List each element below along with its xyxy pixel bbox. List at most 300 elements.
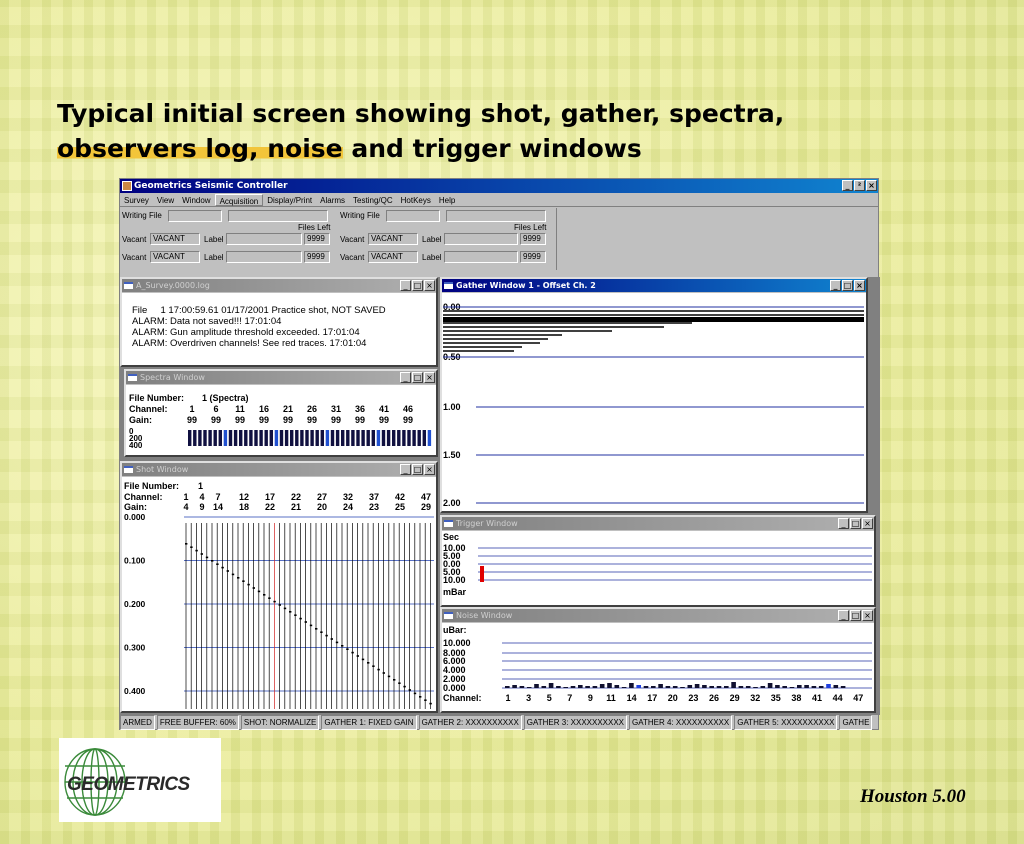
log-window-titlebar[interactable] xyxy=(122,279,436,292)
shot-gain-value: 18 xyxy=(238,502,250,512)
shot-first-break xyxy=(367,662,369,664)
menu-view[interactable]: View xyxy=(156,196,175,205)
noise-bar xyxy=(673,686,678,688)
maximize-button[interactable]: □ xyxy=(413,281,422,290)
spectra-bar xyxy=(244,430,247,446)
status-gather-2: GATHER 2: XXXXXXXXXX xyxy=(419,715,522,730)
files-left-field: 9999 xyxy=(520,233,546,245)
shot-first-break xyxy=(409,689,411,691)
noise-bar xyxy=(688,685,693,688)
noise-amplitude-label: 2.000 xyxy=(443,674,466,684)
shot-time-label: 0.300 xyxy=(124,642,146,653)
noise-bar xyxy=(644,686,649,688)
shot-first-break xyxy=(299,618,301,620)
app-icon xyxy=(122,181,132,191)
shot-first-break xyxy=(216,563,218,565)
log-line: ALARM: Gun amplitude threshold exceeded. 17:01:04 xyxy=(132,327,360,338)
spectra-gain-value: 99 xyxy=(306,415,318,425)
spectra-channel-number: 11 xyxy=(235,404,245,414)
noise-bar xyxy=(826,684,831,688)
noise-bar xyxy=(680,687,685,688)
shot-first-break xyxy=(424,699,426,701)
spectra-bar xyxy=(285,430,288,446)
spectra-bar xyxy=(254,430,257,446)
spectra-gain-value: 99 xyxy=(186,415,198,425)
slide-title xyxy=(57,96,957,166)
noise-bar xyxy=(607,683,612,688)
noise-bar xyxy=(746,686,751,688)
log-line: ALARM: Data not saved!!! 17:01:04 xyxy=(132,316,282,327)
status-gather-5: GATHER 5: XXXXXXXXXX xyxy=(734,715,837,730)
noise-bar xyxy=(615,685,620,688)
writing-file-label: Writing File xyxy=(122,211,162,220)
noise-window-titlebar[interactable] xyxy=(442,609,874,622)
vacant-field[interactable]: VACANT xyxy=(368,251,418,263)
gather-window-icon xyxy=(444,282,453,289)
noise-bar xyxy=(534,684,539,688)
noise-bar xyxy=(571,686,576,688)
shot-first-break xyxy=(341,645,343,647)
footer-text: Houston 5.00 xyxy=(860,786,966,807)
menu-bar xyxy=(120,194,878,207)
spectra-channel-number: 26 xyxy=(306,404,318,414)
spectra-bar xyxy=(280,430,283,446)
slide-title-line1: Typical initial screen showing shot, gather, spectra, xyxy=(57,99,785,128)
label-label: Label xyxy=(422,253,442,262)
spectra-window-title: Spectra Window xyxy=(140,373,205,382)
menu-help[interactable]: Help xyxy=(438,196,456,205)
minimize-button[interactable]: _ xyxy=(400,280,411,291)
gather-window xyxy=(440,277,868,513)
shot-gain-value: 20 xyxy=(316,502,328,512)
status-gather-3: GATHER 3: XXXXXXXXXX xyxy=(524,715,627,730)
shot-first-break xyxy=(190,546,192,548)
close-button[interactable]: × xyxy=(424,372,435,383)
spectra-bar xyxy=(351,430,354,446)
spectra-bar xyxy=(265,430,268,446)
gather-time-label: 1.00 xyxy=(443,402,461,412)
shot-window-icon xyxy=(124,466,133,473)
shot-channel-number: 7 xyxy=(215,492,221,502)
shot-first-break xyxy=(403,686,405,688)
noise-bar xyxy=(724,686,729,688)
menu-hotkeys[interactable]: HotKeys xyxy=(400,196,431,205)
spectra-bar xyxy=(407,430,410,446)
minimize-button[interactable]: _ xyxy=(400,464,411,475)
vacant-field[interactable]: VACANT xyxy=(150,233,200,245)
status-gather-6: GATHE xyxy=(839,715,872,730)
noise-bar xyxy=(782,686,787,688)
shot-first-break xyxy=(232,574,234,576)
spectra-bar xyxy=(305,430,308,446)
spectra-bar xyxy=(188,430,191,446)
shot-first-break xyxy=(185,543,187,545)
close-button[interactable]: × xyxy=(866,180,877,191)
noise-channel-number: 32 xyxy=(750,693,761,703)
spectra-bar xyxy=(336,430,339,446)
shot-first-break xyxy=(263,594,265,596)
gather-window-titlebar[interactable] xyxy=(442,279,866,292)
spectra-channel-number: 41 xyxy=(378,404,390,414)
gather-window-title: Gather Window 1 - Offset Ch. 2 xyxy=(456,281,596,290)
shot-gain-value: 21 xyxy=(290,502,302,512)
noise-channel-number: 14 xyxy=(626,693,637,703)
noise-bar xyxy=(636,685,641,688)
spectra-gain-value: 99 xyxy=(210,415,222,425)
maximize-button[interactable]: □ xyxy=(851,519,860,528)
app-title: Geometrics Seismic Controller xyxy=(134,181,288,191)
close-button[interactable]: × xyxy=(862,518,873,529)
vacant-label: Vacant xyxy=(122,235,147,244)
shot-first-break xyxy=(310,625,312,627)
noise-channel-number: 47 xyxy=(853,693,864,703)
noise-bar xyxy=(753,687,758,688)
menu-testing-qc[interactable]: Testing/QC xyxy=(353,196,393,205)
trigger-amplitude-label: 5.00 xyxy=(443,551,461,561)
shot-file-number-label: File Number: xyxy=(124,481,180,491)
noise-bar xyxy=(709,686,714,688)
recording-status-panel xyxy=(120,208,880,278)
noise-window-icon xyxy=(444,612,453,619)
shot-first-break xyxy=(206,557,208,559)
noise-bar xyxy=(819,686,824,688)
noise-bar xyxy=(812,686,817,688)
noise-window-title: Noise Window xyxy=(456,611,513,620)
trigger-window-titlebar[interactable] xyxy=(442,517,874,530)
spectra-gain-value: 99 xyxy=(234,415,246,425)
shot-gain-value: 29 xyxy=(420,502,432,512)
noise-channel-number: 29 xyxy=(729,693,740,703)
status-bar xyxy=(120,715,880,730)
status-gather-4: GATHER 4: XXXXXXXXXX xyxy=(629,715,732,730)
spectra-axis-label: 400 xyxy=(129,441,143,450)
shot-channel-label: Channel: xyxy=(124,492,163,502)
noise-amplitude-label: 0.000 xyxy=(443,683,466,693)
maximize-button[interactable]: □ xyxy=(851,611,860,620)
noise-bar xyxy=(651,686,656,688)
noise-bar xyxy=(563,687,568,688)
spectra-bar xyxy=(219,430,222,446)
spectra-channel-number: 31 xyxy=(330,404,342,414)
noise-bar xyxy=(841,686,846,688)
status-shot: SHOT: NORMALIZE xyxy=(241,715,319,730)
maximize-button[interactable]: □ xyxy=(843,281,852,290)
shot-first-break xyxy=(227,570,229,572)
gather-plot xyxy=(442,293,866,511)
noise-bar xyxy=(542,686,547,688)
trigger-window-icon xyxy=(444,520,453,527)
noise-channel-number: 11 xyxy=(606,693,616,703)
spectra-bar xyxy=(331,430,334,446)
spectra-bar xyxy=(361,430,364,446)
spectra-bar xyxy=(198,430,201,446)
spectra-gain-value: 99 xyxy=(402,415,414,425)
spectra-bar xyxy=(214,430,217,446)
panel-divider xyxy=(556,208,557,270)
spectra-bar xyxy=(382,430,385,446)
shot-first-break xyxy=(279,604,281,606)
noise-bar xyxy=(578,685,583,688)
noise-bar xyxy=(658,684,663,688)
trigger-unit-bottom: mBar xyxy=(443,587,467,597)
shot-first-break xyxy=(351,652,353,654)
gather-time-label: 1.50 xyxy=(443,450,461,460)
shot-first-break xyxy=(398,682,400,684)
shot-gain-value: 25 xyxy=(394,502,406,512)
spectra-bar xyxy=(275,430,278,446)
trigger-amplitude-label: 10.00 xyxy=(443,575,466,585)
spectra-gain-value: 99 xyxy=(354,415,366,425)
label-label: Label xyxy=(422,235,442,244)
shot-first-break xyxy=(320,631,322,633)
spectra-bar xyxy=(270,430,273,446)
shot-gain-label: Gain: xyxy=(124,502,148,512)
noise-channel-number: 9 xyxy=(587,693,593,703)
noise-channel-number: 20 xyxy=(667,693,678,703)
noise-channel-number: 5 xyxy=(546,693,552,703)
status-free-buffer: FREE BUFFER: 60% xyxy=(157,715,239,730)
noise-channel-number: 1 xyxy=(505,693,511,703)
spectra-bar xyxy=(316,430,319,446)
mdi-workspace xyxy=(120,277,880,715)
spectra-bar xyxy=(377,430,380,446)
shot-plot xyxy=(122,477,436,711)
maximize-button[interactable]: ² xyxy=(854,180,865,191)
shot-first-break xyxy=(273,601,275,603)
logo-text: GEOMETRICS xyxy=(67,774,190,795)
shot-first-break xyxy=(258,591,260,593)
shot-channel-number: 47 xyxy=(420,492,432,502)
spectra-channel-number: 36 xyxy=(354,404,366,414)
label-field[interactable] xyxy=(444,233,518,245)
spectra-channel-number: 46 xyxy=(402,404,414,414)
seismic-controller-window xyxy=(119,178,879,730)
noise-bar xyxy=(702,685,707,688)
spectra-bar xyxy=(259,430,262,446)
spectra-bar xyxy=(356,430,359,446)
noise-channel-number: 35 xyxy=(770,693,781,703)
spectra-bar xyxy=(346,430,349,446)
spectra-window xyxy=(124,369,438,457)
spectra-bar xyxy=(367,430,370,446)
noise-bar xyxy=(739,686,744,688)
files-left-field: 9999 xyxy=(304,233,330,245)
status-gather-1: GATHER 1: FIXED GAIN xyxy=(321,715,416,730)
spectra-bar xyxy=(387,430,390,446)
writing-file-name-field[interactable] xyxy=(446,210,546,222)
spectra-gain-value: 99 xyxy=(378,415,390,425)
noise-amplitude-label: 8.000 xyxy=(443,648,466,658)
spectra-bar xyxy=(208,430,211,446)
shot-window xyxy=(120,461,438,713)
shot-channel-number: 17 xyxy=(264,492,276,502)
trigger-amplitude-label: 5.00 xyxy=(443,567,461,577)
log-window xyxy=(120,277,438,367)
spectra-gain-value: 99 xyxy=(282,415,294,425)
noise-bar xyxy=(629,683,634,688)
spectra-bar xyxy=(229,430,232,446)
vacant-label: Vacant xyxy=(340,253,365,262)
shot-first-break xyxy=(377,669,379,671)
shot-channel-number: 42 xyxy=(394,492,406,502)
shot-first-break xyxy=(315,628,317,630)
shot-gain-value: 23 xyxy=(368,502,380,512)
shot-channel-number: 12 xyxy=(238,492,250,502)
spectra-window-icon xyxy=(128,374,137,381)
shot-first-break xyxy=(211,560,213,562)
noise-channel-number: 3 xyxy=(526,693,532,703)
spectra-bar xyxy=(326,430,329,446)
gather-time-label: 2.00 xyxy=(443,498,461,508)
noise-bar xyxy=(775,685,780,688)
shot-gain-value: 22 xyxy=(264,502,276,512)
noise-bar xyxy=(512,685,517,688)
maximize-button[interactable]: □ xyxy=(413,373,422,382)
log-window-icon xyxy=(124,282,133,289)
shot-gain-value: 4 xyxy=(183,502,189,512)
noise-unit-label: uBar: xyxy=(443,625,467,635)
spectra-file-number-label: File Number: xyxy=(129,393,185,403)
label-label: Label xyxy=(204,235,224,244)
noise-amplitude-label: 10.000 xyxy=(443,638,471,648)
vacant-field[interactable]: VACANT xyxy=(150,251,200,263)
minimize-button[interactable]: _ xyxy=(830,280,841,291)
noise-window xyxy=(440,607,876,713)
noise-bar xyxy=(600,684,605,688)
menu-window[interactable]: Window xyxy=(182,196,211,205)
close-button[interactable]: × xyxy=(862,610,873,621)
noise-amplitude-label: 4.000 xyxy=(443,665,466,675)
shot-first-break xyxy=(388,676,390,678)
spectra-window-titlebar[interactable] xyxy=(126,371,436,384)
spectra-bar xyxy=(224,430,227,446)
shot-first-break xyxy=(237,577,239,579)
shot-first-break xyxy=(331,638,333,640)
shot-first-break xyxy=(247,584,249,586)
noise-channel-number: 17 xyxy=(647,693,658,703)
spectra-bar xyxy=(295,430,298,446)
noise-bar xyxy=(790,687,795,688)
noise-bar xyxy=(520,686,525,688)
noise-channel-number: 44 xyxy=(832,693,843,703)
spectra-bar xyxy=(418,430,421,446)
shot-time-label: 0.200 xyxy=(124,599,146,609)
noise-bar xyxy=(768,683,773,688)
minimize-button[interactable]: _ xyxy=(400,372,411,383)
shot-window-titlebar[interactable] xyxy=(122,463,436,476)
label-field[interactable] xyxy=(226,233,302,245)
shot-first-break xyxy=(201,553,203,555)
menu-acquisition[interactable]: Acquisition xyxy=(215,194,264,206)
noise-bar xyxy=(666,686,671,688)
spectra-channel-number: 16 xyxy=(258,404,270,414)
noise-bar xyxy=(556,686,561,688)
minimize-button[interactable]: _ xyxy=(842,180,853,191)
noise-bar xyxy=(585,686,590,688)
writing-file-field[interactable] xyxy=(168,210,222,222)
noise-bar xyxy=(695,684,700,688)
vacant-field[interactable]: VACANT xyxy=(368,233,418,245)
files-left-field: 9999 xyxy=(304,251,330,263)
trigger-unit-top: Sec xyxy=(443,532,460,542)
gather-time-label: 0.00 xyxy=(443,302,461,312)
shot-first-break xyxy=(336,642,338,644)
trigger-plot xyxy=(442,531,874,605)
noise-bar xyxy=(731,682,736,688)
trigger-window-title: Trigger Window xyxy=(456,519,518,528)
label-field[interactable] xyxy=(444,251,518,263)
writing-file-label: Writing File xyxy=(340,211,380,220)
shot-first-break xyxy=(372,665,374,667)
shot-channel-number: 22 xyxy=(290,492,302,502)
close-button[interactable]: × xyxy=(424,280,435,291)
files-left-label: Files Left xyxy=(514,223,547,232)
writing-file-name-field[interactable] xyxy=(228,210,328,222)
shot-first-break xyxy=(393,679,395,681)
spectra-channel-number: 21 xyxy=(282,404,294,414)
writing-file-field[interactable] xyxy=(386,210,440,222)
noise-amplitude-label: 6.000 xyxy=(443,656,466,666)
shot-first-break xyxy=(305,621,307,623)
menu-alarms[interactable]: Alarms xyxy=(320,196,346,205)
shot-first-break xyxy=(221,567,223,569)
minimize-button[interactable]: _ xyxy=(838,610,849,621)
minimize-button[interactable]: _ xyxy=(838,518,849,529)
gather-time-label: 0.50 xyxy=(443,352,461,362)
spectra-bar xyxy=(321,430,324,446)
shot-gain-value: 14 xyxy=(212,502,224,512)
shot-first-break xyxy=(253,587,255,589)
noise-bar xyxy=(834,685,839,688)
spectra-gain-value: 99 xyxy=(330,415,342,425)
menu-survey[interactable]: Survey xyxy=(124,196,149,205)
spectra-bar xyxy=(423,430,426,446)
label-label: Label xyxy=(204,253,224,262)
spectra-bar xyxy=(203,430,206,446)
spectra-channel-number: 1 xyxy=(189,404,195,414)
noise-bar xyxy=(761,686,766,688)
spectra-bar xyxy=(397,430,400,446)
shot-file-number: 1 xyxy=(198,481,204,491)
spectra-gain-value: 99 xyxy=(258,415,270,425)
trigger-amplitude-label: 10.00 xyxy=(443,543,466,553)
app-titlebar[interactable] xyxy=(120,179,878,193)
close-button[interactable]: × xyxy=(424,464,435,475)
trigger-amplitude-label: 0.00 xyxy=(443,559,461,569)
shot-time-label: 0.100 xyxy=(124,555,146,566)
maximize-button[interactable]: □ xyxy=(413,465,422,474)
shot-first-break xyxy=(325,635,327,637)
label-field[interactable] xyxy=(226,251,302,263)
spectra-bar xyxy=(310,430,313,446)
shot-first-break xyxy=(268,597,270,599)
menu-display-print[interactable]: Display/Print xyxy=(267,196,313,205)
noise-bar xyxy=(804,685,809,688)
shot-window-title: Shot Window xyxy=(136,465,189,474)
spectra-bar xyxy=(249,430,252,446)
spectra-bar xyxy=(239,430,242,446)
spectra-bar xyxy=(428,430,431,446)
shot-first-break xyxy=(429,703,431,705)
files-left-field: 9999 xyxy=(520,251,546,263)
shot-first-break xyxy=(289,611,291,613)
shot-channel-number: 4 xyxy=(199,492,205,502)
close-button[interactable]: × xyxy=(854,280,865,291)
noise-bar xyxy=(527,687,532,688)
spectra-bar xyxy=(412,430,415,446)
slide-title-highlight: observers log, noise xyxy=(57,134,343,163)
spectra-channel-label: Channel: xyxy=(129,404,168,414)
